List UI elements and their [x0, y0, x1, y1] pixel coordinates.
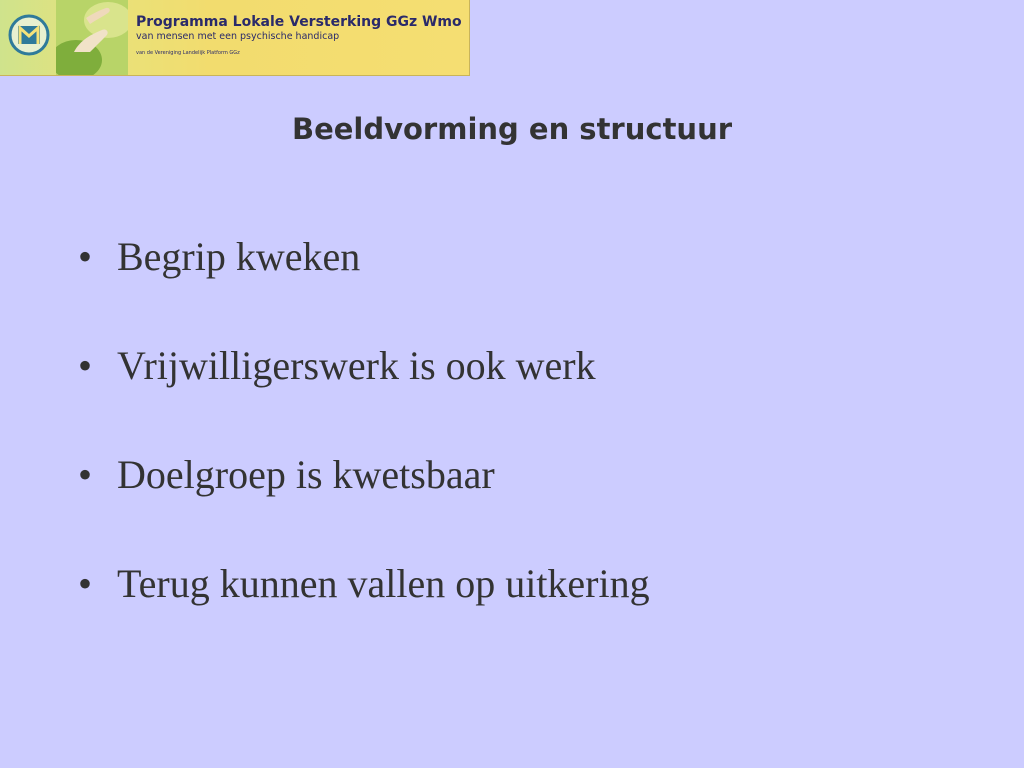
slide-title: Beeldvorming en structuur [291, 112, 733, 146]
bullet-marker: • [78, 343, 93, 388]
banner-credit: van de Vereniging Landelijk Platform GGz [136, 50, 240, 56]
banner-subtitle: van mensen met een psychische handicap [136, 31, 340, 42]
bullet-text: Doelgroep is kwetsbaar [117, 452, 495, 497]
bullet-text: Vrijwilligerswerk is ook werk [117, 343, 596, 388]
bullet-text: Terug kunnen vallen op uitkering [117, 561, 650, 606]
header-banner [0, 0, 470, 76]
hands-photo-icon [56, 0, 128, 76]
bullet-marker: • [78, 452, 93, 497]
bullet-marker: • [78, 234, 93, 279]
m-shield-logo-icon [8, 14, 50, 56]
banner-title: Programma Lokale Versterking GGz Wmo [136, 14, 462, 30]
bullet-marker: • [78, 561, 93, 606]
bullet-text: Begrip kweken [117, 234, 361, 279]
